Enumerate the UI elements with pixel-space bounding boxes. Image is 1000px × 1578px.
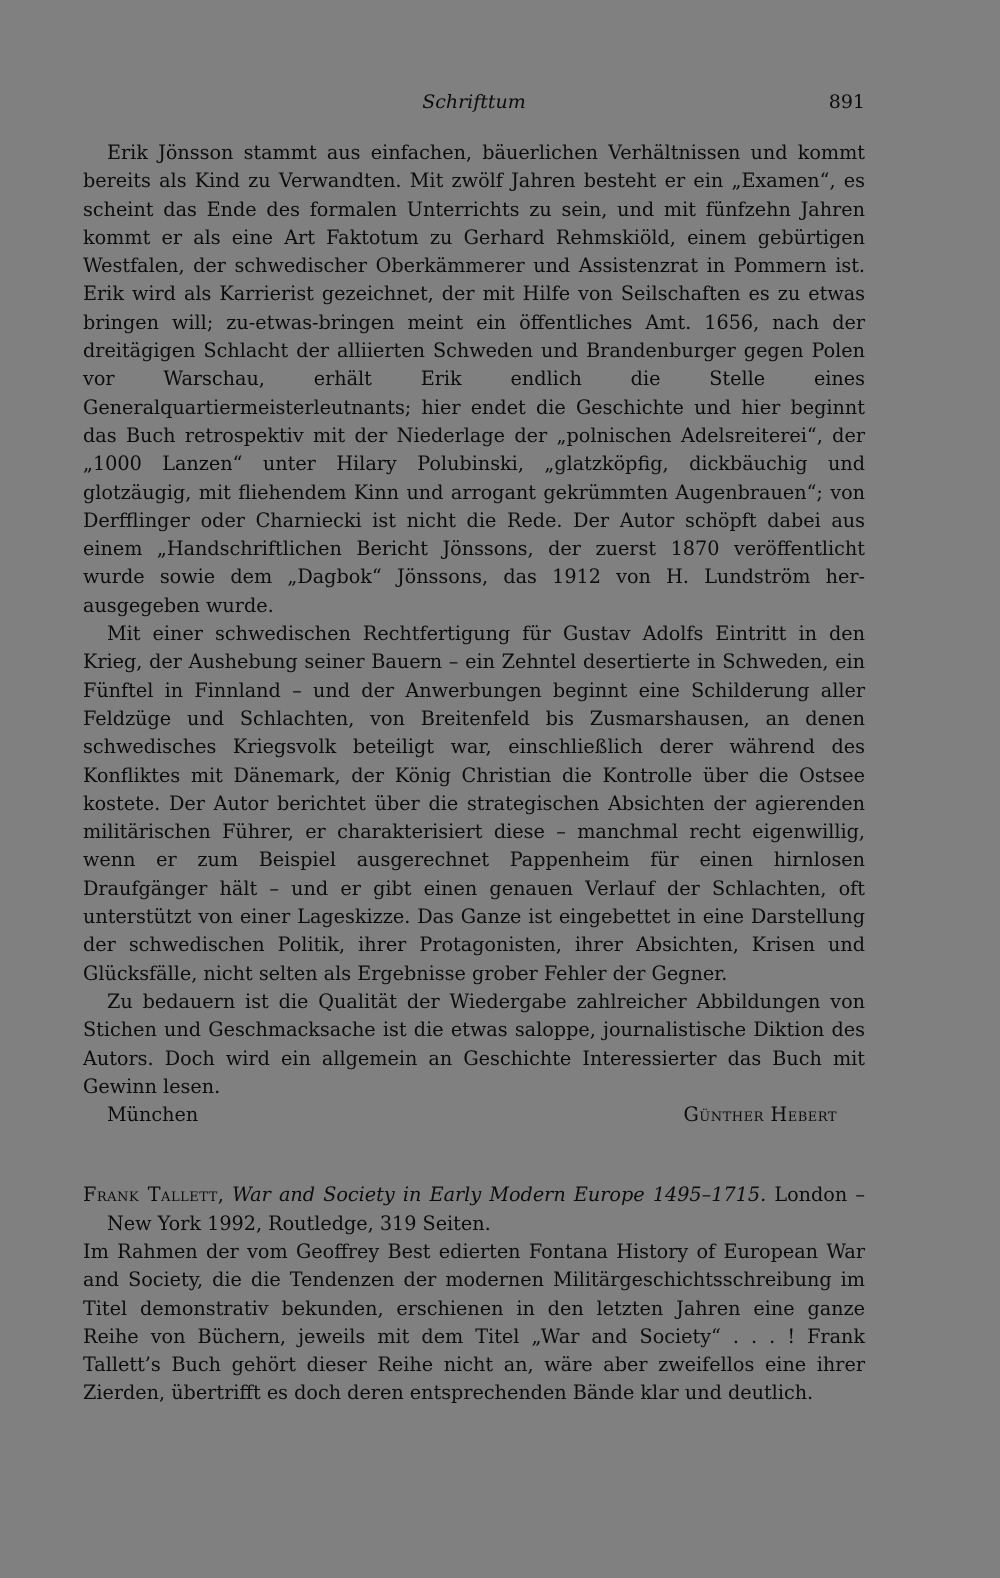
reviewed-book-author: Frank Tallett bbox=[83, 1183, 218, 1207]
signature-author: Günther Hebert bbox=[683, 1103, 837, 1127]
signature-place: München bbox=[107, 1103, 199, 1127]
reviewed-book-title: War and Society in Early Modern Europe 1495–1715. bbox=[232, 1183, 767, 1207]
paragraph: Zu bedauern ist die Qualität der Wiedergabe zahlreicher Abbildungen von Stichen und Geschmacksache ist die etwas saloppe, journalistische Diktion des Autors. Doch wird ein allgemein an Geschichte Interessierter das Buch mit Gewinn lesen. bbox=[83, 989, 865, 1098]
review-text: Im Rahmen der vom Geoffrey Best edierten Fontana History of European War and Society, die die Tendenzen der modernen Militärgeschichtsschreibung im Titel demonstrativ bekunden, erschienen in den letzten Jahren eine ganze Reihe von Büchern, jeweils mit dem Titel „War and Society“ . . . ! Frank Tallett’s Buch gehört dieser Reihe nicht an, wäre aber zweifellos eine ihrer Zierden, übertrifft es doch deren entsprechenden Bände klar und deutlich. bbox=[83, 1239, 865, 1405]
paragraph: Erik Jönsson stammt aus einfachen, bäuerlichen Verhältnissen und kommt bereits als Kind zu Verwandten. Mit zwölf Jahren besteht er ein „Examen“, es scheint das Ende des formalen Unterrichts zu sein, und mit fünfzehn Jahren kommt er als eine Art Faktotum zu Gerhard Rehmskiöld, einem gebürtigen Westfalen, der schwedischer Oberkämmerer und Assistenzrat in Pommern ist. Erik wird als Karrierist gezeichnet, der mit Hilfe von Seilschaften es zu etwas bringen will; zu-etwas-bringen meint ein öffentliches Amt. 1656, nach der dreitägigen Schlacht der alliierten Schweden und Brandenburger gegen Polen vor Warschau, erhält Erik endlich die Stelle eines Generalquartiermeisterleutnants; hier endet die Geschichte und hier beginnt das Buch retrospektiv mit der Niederlage der „polnischen Adelsreiterei“, der „1000 Lanzen“ unter Hilary Polubinski, „glatzköpfig, dickbäuchig und glotzäugig, mit fliehendem Kinn und arrogant gekrümmten Augenbrauen“; von Derfflinger oder Charniecki ist nicht die Rede. Der Autor schöpft dabei aus einem „Handschriftlichen Bericht Jönssons, der zuerst 1870 veröffentlicht wurde sowie dem „Dagbok“ Jönssons, das 1912 von H. Lundström herausgegeben wurde. bbox=[83, 141, 865, 617]
review-citation: Frank Tallett, War and Society in Early Modern Europe 1495–1715. London – New York 1992, Routledge, 319 Seiten. bbox=[83, 1183, 865, 1235]
page-number: 891 bbox=[828, 91, 865, 113]
document-page bbox=[83, 85, 865, 1408]
reviewed-book-publication: London – New York 1992, Routledge, 319 Seiten. bbox=[107, 1183, 865, 1235]
paragraph: Mit einer schwedischen Rechtfertigung für Gustav Adolfs Eintritt in den Krieg, der Aushebung seiner Bauern – ein Zehntel desertierte in Schweden, ein Fünftel in Finnland – und der Anwerbungen beginnt eine Schilderung aller Feldzüge und Schlachten, von Breitenfeld bis Zusmarshausen, an denen schwedisches Kriegsvolk beteiligt war, einschließlich derer während des Konfliktes mit Dänemark, der König Christian die Kontrolle über die Ostsee kostete. Der Autor berichtet über die strategischen Absichten der agierenden militärischen Führer, er charakterisiert diese – manchmal recht eigenwillig, wenn er zum Beispiel ausgerechnet Pappenheim für einen hirnlosen Draufgänger hält – und er gibt einen genauen Verlauf der Schlachten, oft unterstützt von einer Lageskizze. Das Ganze ist eingebettet in eine Darstellung der schwedischen Politik, ihrer Protagonisten, ihrer Absichten, Krisen und Glücksfälle, nicht selten als Ergebnisse grober Fehler der Gegner. bbox=[83, 622, 865, 985]
review-continuation bbox=[83, 139, 865, 1101]
running-head-title: Schrifttum bbox=[422, 91, 526, 113]
running-head bbox=[83, 85, 865, 121]
review-signature bbox=[83, 1101, 865, 1129]
